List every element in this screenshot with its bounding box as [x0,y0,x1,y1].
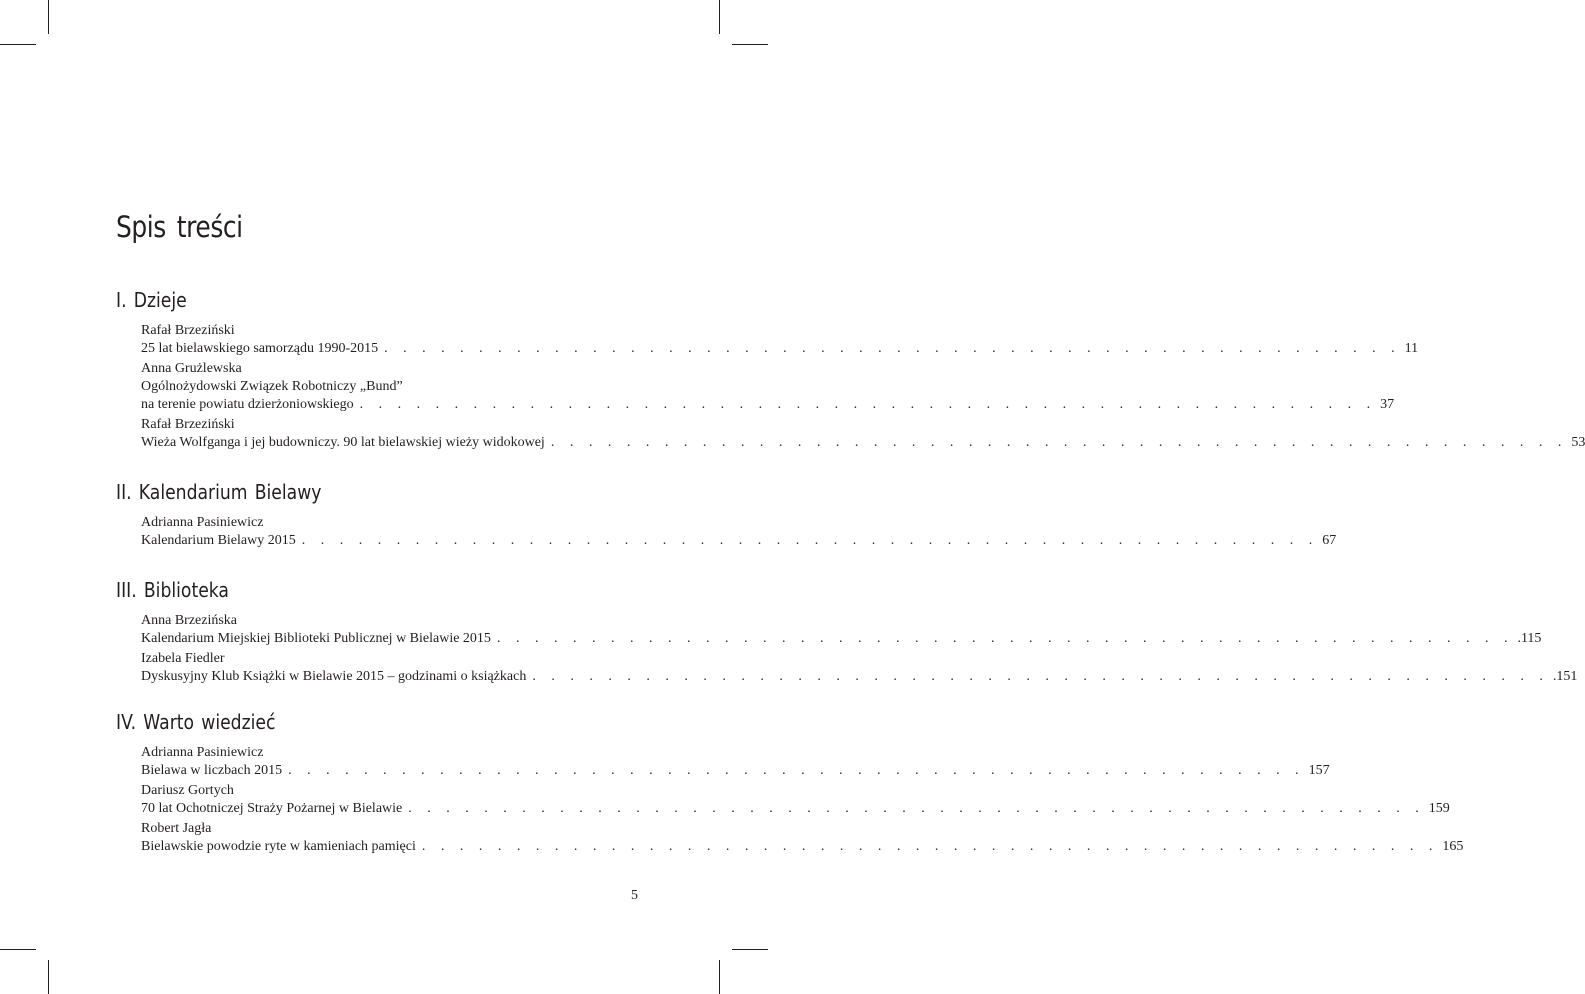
crop-mark [732,949,768,950]
entry-title: Ogólnożydowski Związek Robotniczy „Bund” [141,379,403,394]
crop-mark [719,960,720,994]
toc-entry[interactable] [141,782,1450,818]
toc-entry[interactable] [141,612,1542,648]
section-title: IV. Warto wiedzieć [116,710,276,734]
entry-page: 157 [1308,763,1330,778]
toc-entry[interactable] [141,360,1395,414]
dot-leader: . . . . . . . . . . . . . . . . . . . . . . . . . . . . . . . . . . . . . . . . . . . . . . . . . . . . . . [421,839,1439,854]
entry-page: 165 [1442,839,1464,854]
crop-mark [719,0,720,34]
entry-page: 11 [1404,341,1419,356]
dot-leader: . . . . . . . . . . . . . . . . . . . . . . . . . . . . . . . . . . . . . . . . . . . . . . . . . . . . . . [288,763,1305,778]
entry-page: 37 [1380,397,1395,412]
crop-mark [732,44,768,45]
section-title: III. Biblioteka [116,578,229,602]
entry-title: Kalendarium Miejskiej Biblioteki Publicznej w Bielawie 2015 [141,631,491,646]
entry-author: Dariusz Gortych [141,783,234,798]
entry-title: Bielawskie powodzie ryte w kamieniach pamięci [141,839,416,854]
toc-entry[interactable] [141,514,1337,550]
crop-mark [0,949,36,950]
entry-author: Robert Jagła [141,821,212,836]
toc-entry[interactable] [141,322,1419,358]
dot-leader: . . . . . . . . . . . . . . . . . . . . . . . . . . . . . . . . . . . . . . . . . . . . . . . . . . . . . . [301,533,1319,548]
entry-title: Dyskusyjny Klub Książki w Bielawie 2015 – godzinami o książkach [141,669,527,684]
toc-entry[interactable] [141,650,1578,686]
entry-author: Anna Brzezińska [141,613,238,628]
dot-leader: . . . . . . . . . . . . . . . . . . . . . . . . . . . . . . . . . . . . . . . . . . . . . . . . . . . . . . [384,341,1401,356]
entry-page: 53 [1571,435,1585,450]
entry-title: Bielawa w liczbach 2015 [141,763,283,778]
section-title: II. Kalendarium Bielawy [116,480,322,504]
dot-leader: . . . . . . . . . . . . . . . . . . . . . . . . . . . . . . . . . . . . . . . . . . . . . . . . . . . . . . [532,669,1549,684]
entry-author: Adrianna Pasiniewicz [141,515,264,530]
entry-author: Rafał Brzeziński [141,323,235,338]
crop-mark [48,0,49,34]
entry-author: Adrianna Pasiniewicz [141,745,264,760]
entry-title: na terenie powiatu dzierżoniowskiego [141,397,354,412]
entry-page: 67 [1322,533,1337,548]
entry-title: 25 lat bielawskiego samorządu 1990-2015 [141,341,379,356]
dot-leader: . . . . . . . . . . . . . . . . . . . . . . . . . . . . . . . . . . . . . . . . . . . . . . . . . . . . . . [359,397,1377,412]
entry-page: .115 [1517,631,1542,646]
page-title: Spis treści [116,210,243,244]
crop-mark [0,44,36,45]
dot-leader: . . . . . . . . . . . . . . . . . . . . . . . . . . . . . . . . . . . . . . . . . . . . . . . . . . . . . . [408,801,1425,816]
page-number: 5 [631,888,638,903]
toc-entry[interactable] [141,820,1464,856]
dot-leader: . . . . . . . . . . . . . . . . . . . . . . . . . . . . . . . . . . . . . . . . . . . . . . . . . . . . . . [496,631,1514,646]
entry-page: .151 [1552,669,1578,684]
entry-title: Wieża Wolfganga i jej budowniczy. 90 lat bielawskiej wieży widokowej [141,435,545,450]
entry-title: Kalendarium Bielawy 2015 [141,533,296,548]
toc-entry[interactable] [141,416,1585,452]
entry-author: Izabela Fiedler [141,651,225,666]
section-title: I. Dzieje [116,288,187,312]
entry-author: Anna Grużlewska [141,361,242,376]
entry-page: 159 [1428,801,1450,816]
entry-title: 70 lat Ochotniczej Straży Pożarnej w Bielawie [141,801,403,816]
dot-leader: . . . . . . . . . . . . . . . . . . . . . . . . . . . . . . . . . . . . . . . . . . . . . . . . . . . . . . [550,435,1568,450]
toc-entry[interactable] [141,744,1330,780]
entry-author: Rafał Brzeziński [141,417,235,432]
crop-mark [48,960,49,994]
